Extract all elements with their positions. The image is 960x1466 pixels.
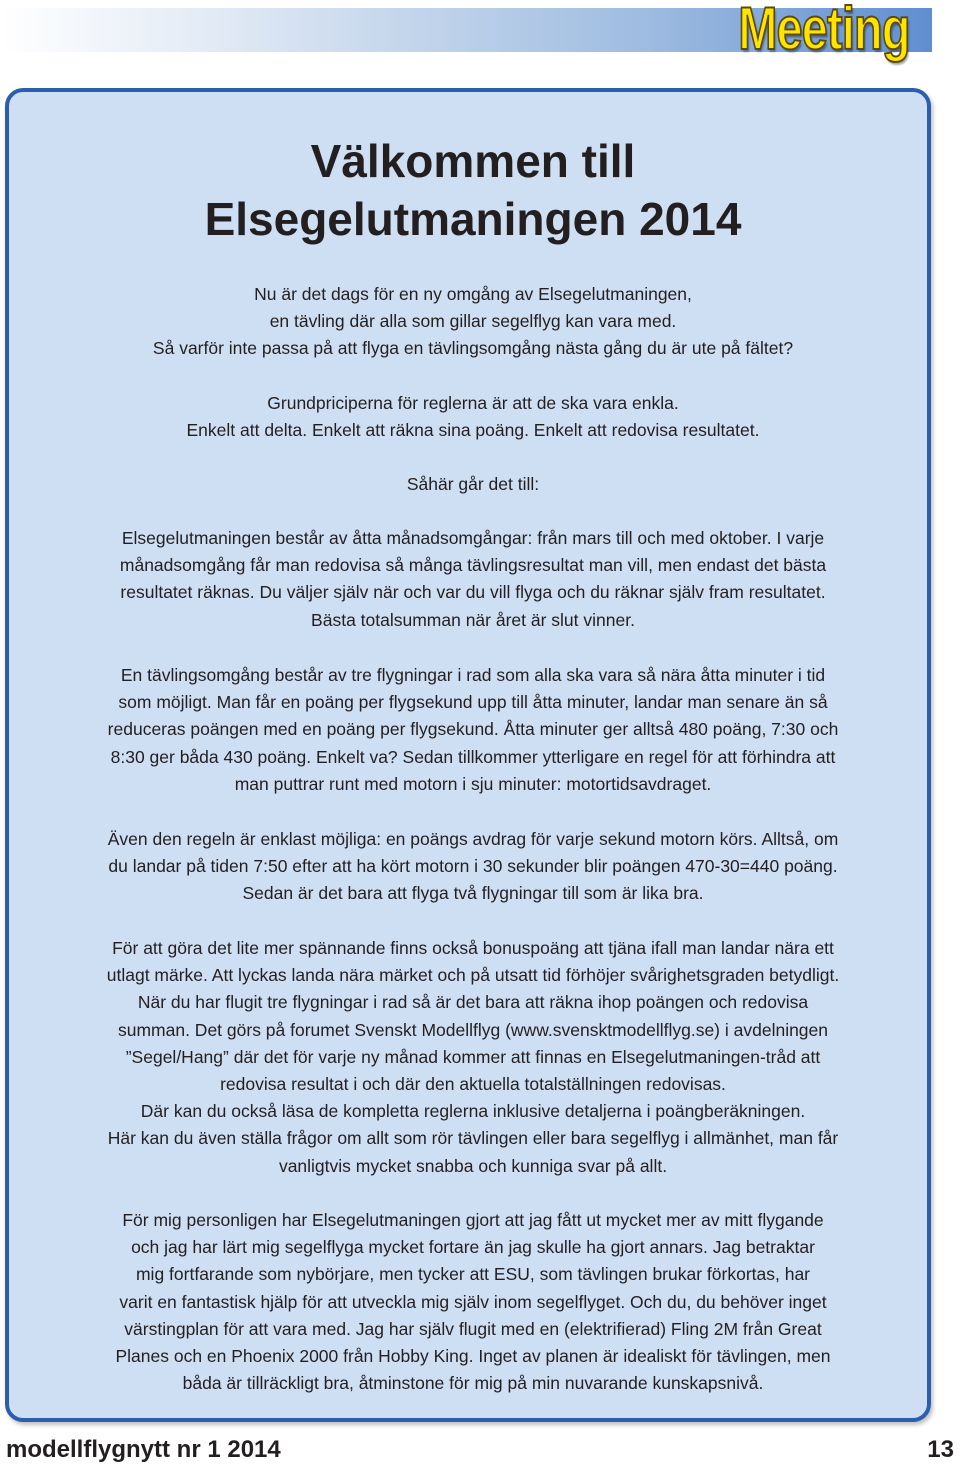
principles-line: Enkelt att delta. Enkelt att räkna sina poäng. Enkelt att redovisa resultatet.	[186, 420, 760, 441]
bonus-line: När du har flugit tre flygningar i rad så är det bara att räkna ihop poängen och redovisa	[137, 992, 809, 1013]
how-it-works-heading	[20, 471, 926, 498]
scoring-line: En tävlingsomgång består av tre flygningar i rad som alla ska vara så nära åtta minuter i tid	[120, 665, 826, 685]
intro-paragraph	[20, 281, 926, 363]
paragraph-bonus-and-forum	[20, 935, 926, 1180]
bonus-line: Där kan du också läsa de kompletta reglerna inklusive detaljerna i poängberäkningen.	[140, 1101, 806, 1122]
rounds-line: månadsomgång får man redovisa så många tävlingsresultat man vill, men endast det bästa	[119, 555, 827, 576]
title-line-2: Elsegelutmaningen 2014	[204, 193, 742, 245]
bonus-line: Här kan du även ställa frågor om allt som rör tävlingen eller bara segelflyg i allmänhet, man får	[107, 1128, 839, 1149]
scoring-line: 8:30 ger båda 430 poäng. Enkelt va? Sedan tillkommer ytterligare en regel för att förhindra att	[110, 746, 836, 767]
personal-line: För mig personligen har Elsegelutmaningen gjort att jag fått ut mycket mer av mitt flygande	[122, 1210, 824, 1230]
personal-line: värstingplan för att vara med. Jag har själv flugit med en (elektrifierad) Fling 2M från Great	[124, 1318, 822, 1339]
rounds-line: Elsegelutmaningen består av åtta månadsomgångar: från mars till och med oktober. I varje	[121, 528, 825, 548]
personal-line: Planes och en Phoenix 2000 från Hobby King. Inget av planen är idealiskt för tävlingen, men	[115, 1346, 831, 1367]
publication-footer: modellflygnytt nr 1 2014	[6, 1436, 281, 1463]
scoring-line: reduceras poängen med en poäng per flygsekund. Åtta minuter ger alltså 480 poäng, 7:30 och	[107, 719, 839, 740]
motor-rule-line: Sedan är det bara att flyga två flygningar till som är lika bra.	[242, 883, 704, 904]
title-line-1: Välkommen till	[310, 135, 636, 187]
personal-line: varit en fantastisk hjälp för att utveckla mig själv inom segelflyget. Och du, du behöver inget	[119, 1291, 827, 1312]
intro-line: en tävling där alla som gillar segelflyg kan vara med.	[269, 311, 677, 332]
bonus-line: utlagt märke. Att lyckas landa nära märket och på utsatt tid förhöjer svårighetsgraden betydligt.	[106, 965, 840, 986]
bonus-line: summan. Det görs på forumet Svenskt Modellflyg (www.svensktmodellflyg.se) i avdelningen	[117, 1019, 829, 1040]
personal-line: och jag har lärt mig segelflyga mycket fortare än jag skulle ha gjort annars. Jag betraktar	[131, 1237, 815, 1258]
intro-line: Nu är det dags för en ny omgång av Elsegelutmaningen,	[254, 284, 692, 304]
paragraph-motor-rule	[20, 826, 926, 908]
how-it-works-text: Såhär går det till:	[406, 474, 540, 494]
scoring-line: man puttrar runt med motorn i sju minuter: motortidsavdraget.	[234, 773, 712, 794]
bonus-line: För att göra det lite mer spännande finns också bonuspoäng att tjäna ifall man landar nära ett	[112, 938, 834, 958]
bonus-line: redovisa resultat i och där den aktuella totalställningen redovisas.	[220, 1074, 726, 1095]
principles-paragraph	[20, 390, 926, 444]
bonus-line: ”Segel/Hang” där det för varje ny månad kommer att finnas en Elsegelutmaningen-tråd att	[125, 1046, 821, 1067]
paragraph-scoring	[20, 662, 926, 798]
rounds-line: resultatet räknas. Du väljer själv när och var du vill flyga och du räknar själv fram resultatet.	[120, 582, 826, 603]
motor-rule-line: Även den regeln är enklast möjliga: en poängs avdrag för varje sekund motorn körs. Alltså, om	[107, 829, 839, 849]
bonus-line: vanligtvis mycket snabba och kunniga svar på allt.	[278, 1155, 668, 1176]
motor-rule-line: du landar på tiden 7:50 efter att ha kört motorn i 30 sekunder blir poängen 470-30=440 poäng.	[108, 856, 838, 877]
article-title	[0, 132, 946, 248]
intro-line: Så varför inte passa på att flyga en tävlingsomgång nästa gång du är ute på fältet?	[152, 338, 794, 359]
personal-line: mig fortfarande som nybörjare, men tycker att ESU, som tävlingen brukar förkortas, har	[135, 1264, 811, 1285]
section-label: Meeting	[738, 0, 910, 62]
paragraph-personal	[20, 1207, 926, 1397]
rounds-line: Bästa totalsumman när året är slut vinner.	[311, 609, 635, 630]
principles-line: Grundpriciperna för reglerna är att de ska vara enkla.	[267, 393, 679, 413]
scoring-line: som möjligt. Man får en poäng per flygsekund upp till åtta minuter, landar man senare än så	[118, 692, 828, 713]
personal-line: båda är tillräckligt bra, åtminstone för mig på min nuvarande kunskapsnivå.	[182, 1373, 764, 1394]
paragraph-rounds	[20, 525, 926, 634]
page-number: 13	[927, 1436, 954, 1463]
